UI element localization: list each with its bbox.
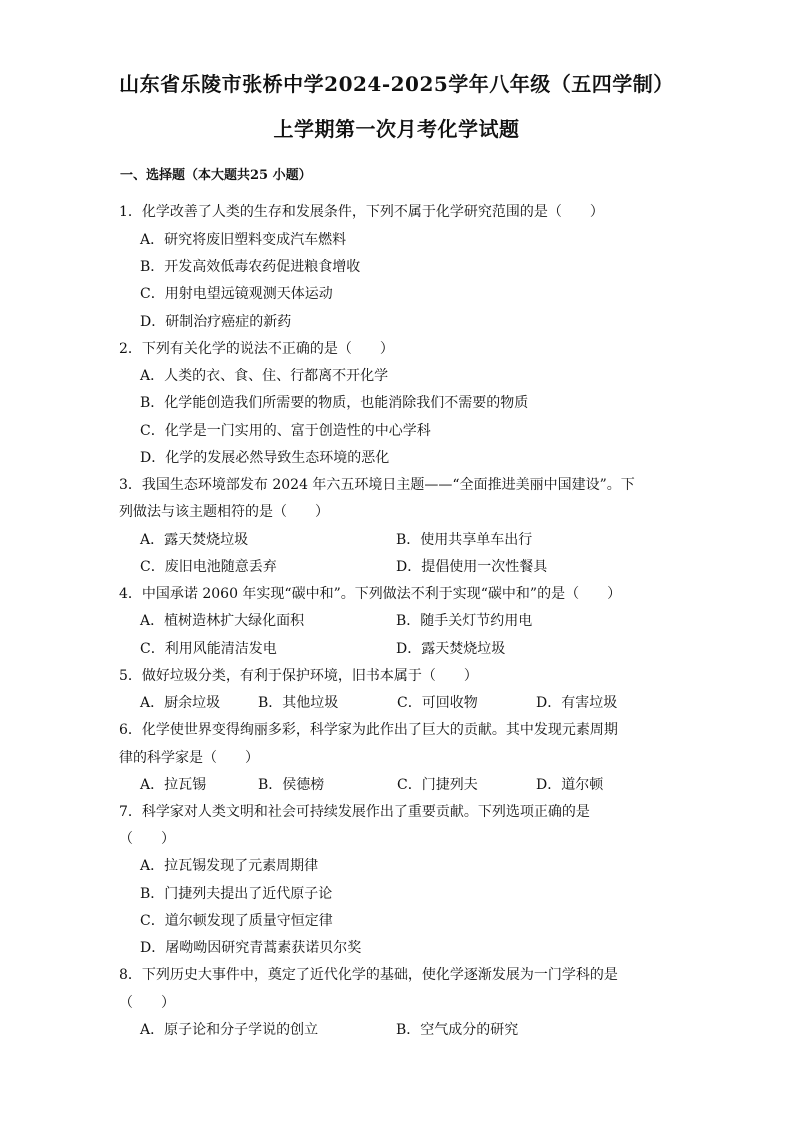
question-8-stem-line1: 8．下列历史大事件中，奠定了近代化学的基础，使化学逐渐发展为一门学科的是 xyxy=(119,967,618,983)
question-5-option-c: C．可回收物 xyxy=(397,695,478,711)
page-title-line2: 上学期第一次月考化学试题 xyxy=(273,117,520,141)
question-4-option-a: A．植树造林扩大绿化面积 xyxy=(140,613,305,629)
question-8-option-b: B．空气成分的研究 xyxy=(396,1022,519,1038)
question-2-option-a: A．人类的衣、食、住、行都离不开化学 xyxy=(140,368,389,384)
question-7-stem-line1: 7．科学家对人类文明和社会可持续发展作出了重要贡献。下列选项正确的是 xyxy=(119,804,590,820)
question-7-stem-line2: （ ） xyxy=(119,831,175,847)
question-2-stem: 2．下列有关化学的说法不正确的是（ ） xyxy=(119,341,394,357)
question-2-option-b: B．化学能创造我们所需要的物质，也能消除我们不需要的物质 xyxy=(140,395,529,411)
question-3-option-c: C．废旧电池随意丢弃 xyxy=(140,559,277,575)
question-4-option-c: C．利用风能清洁发电 xyxy=(140,641,277,657)
question-3-option-a: A．露天焚烧垃圾 xyxy=(140,532,249,548)
question-6-stem-line2: 律的科学家是（ ） xyxy=(119,750,259,766)
question-2-option-d: D．化学的发展必然导致生态环境的恶化 xyxy=(140,450,390,466)
question-6-option-c: C．门捷列夫 xyxy=(397,777,478,793)
question-7-option-b: B．门捷列夫提出了近代原子论 xyxy=(140,886,333,902)
question-6-option-d: D．道尔顿 xyxy=(536,777,604,793)
question-6-stem-line1: 6．化学使世界变得绚丽多彩，科学家为此作出了巨大的贡献。其中发现元素周期 xyxy=(119,722,618,738)
question-8-option-a: A．原子论和分子学说的创立 xyxy=(140,1022,319,1038)
question-5-stem: 5．做好垃圾分类，有利于保护环境，旧书本属于（ ） xyxy=(119,668,478,684)
question-5-option-d: D．有害垃圾 xyxy=(536,695,618,711)
question-1-option-b: B．开发高效低毒农药促进粮食增收 xyxy=(140,259,361,275)
question-1-stem: 1．化学改善了人类的生存和发展条件，下列不属于化学研究范围的是（ ） xyxy=(119,204,604,220)
question-1-option-d: D．研制治疗癌症的新药 xyxy=(140,314,292,330)
question-8-stem-line2: （ ） xyxy=(119,995,175,1011)
question-3-option-b: B．使用共享单车出行 xyxy=(396,532,533,548)
question-5-option-b: B．其他垃圾 xyxy=(258,695,339,711)
question-4-option-d: D．露天焚烧垃圾 xyxy=(396,641,506,657)
question-5-option-a: A．厨余垃圾 xyxy=(140,695,221,711)
question-3-stem-line1: 3．我国生态环境部发布 2024 年六五环境日主题——“全面推进美丽中国建设”。下 xyxy=(119,477,635,493)
question-7-option-c: C．道尔顿发现了质量守恒定律 xyxy=(140,913,333,929)
question-2-option-c: C．化学是一门实用的、富于创造性的中心学科 xyxy=(140,423,431,439)
question-7-option-d: D．屠呦呦因研究青蒿素获诺贝尔奖 xyxy=(140,940,362,956)
question-1-option-a: A．研究将废旧塑料变成汽车燃料 xyxy=(140,232,347,248)
question-3-option-d: D．提倡使用一次性餐具 xyxy=(396,559,548,575)
question-6-option-a: A．拉瓦锡 xyxy=(140,777,207,793)
section-heading: 一、选择题（本大题共25 小题） xyxy=(120,168,312,183)
question-6-option-b: B．侯德榜 xyxy=(258,777,325,793)
question-4-stem: 4．中国承诺 2060 年实现“碳中和”。下列做法不利于实现“碳中和”的是（ ） xyxy=(119,586,622,602)
question-1-option-c: C．用射电望远镜观测天体运动 xyxy=(140,286,333,302)
question-3-stem-line2: 列做法与该主题相符的是（ ） xyxy=(119,504,329,520)
question-7-option-a: A．拉瓦锡发现了元素周期律 xyxy=(140,858,319,874)
page-title-line1: 山东省乐陵市张桥中学2024-2025学年八年级（五四学制） xyxy=(119,72,674,96)
question-4-option-b: B．随手关灯节约用电 xyxy=(396,613,533,629)
